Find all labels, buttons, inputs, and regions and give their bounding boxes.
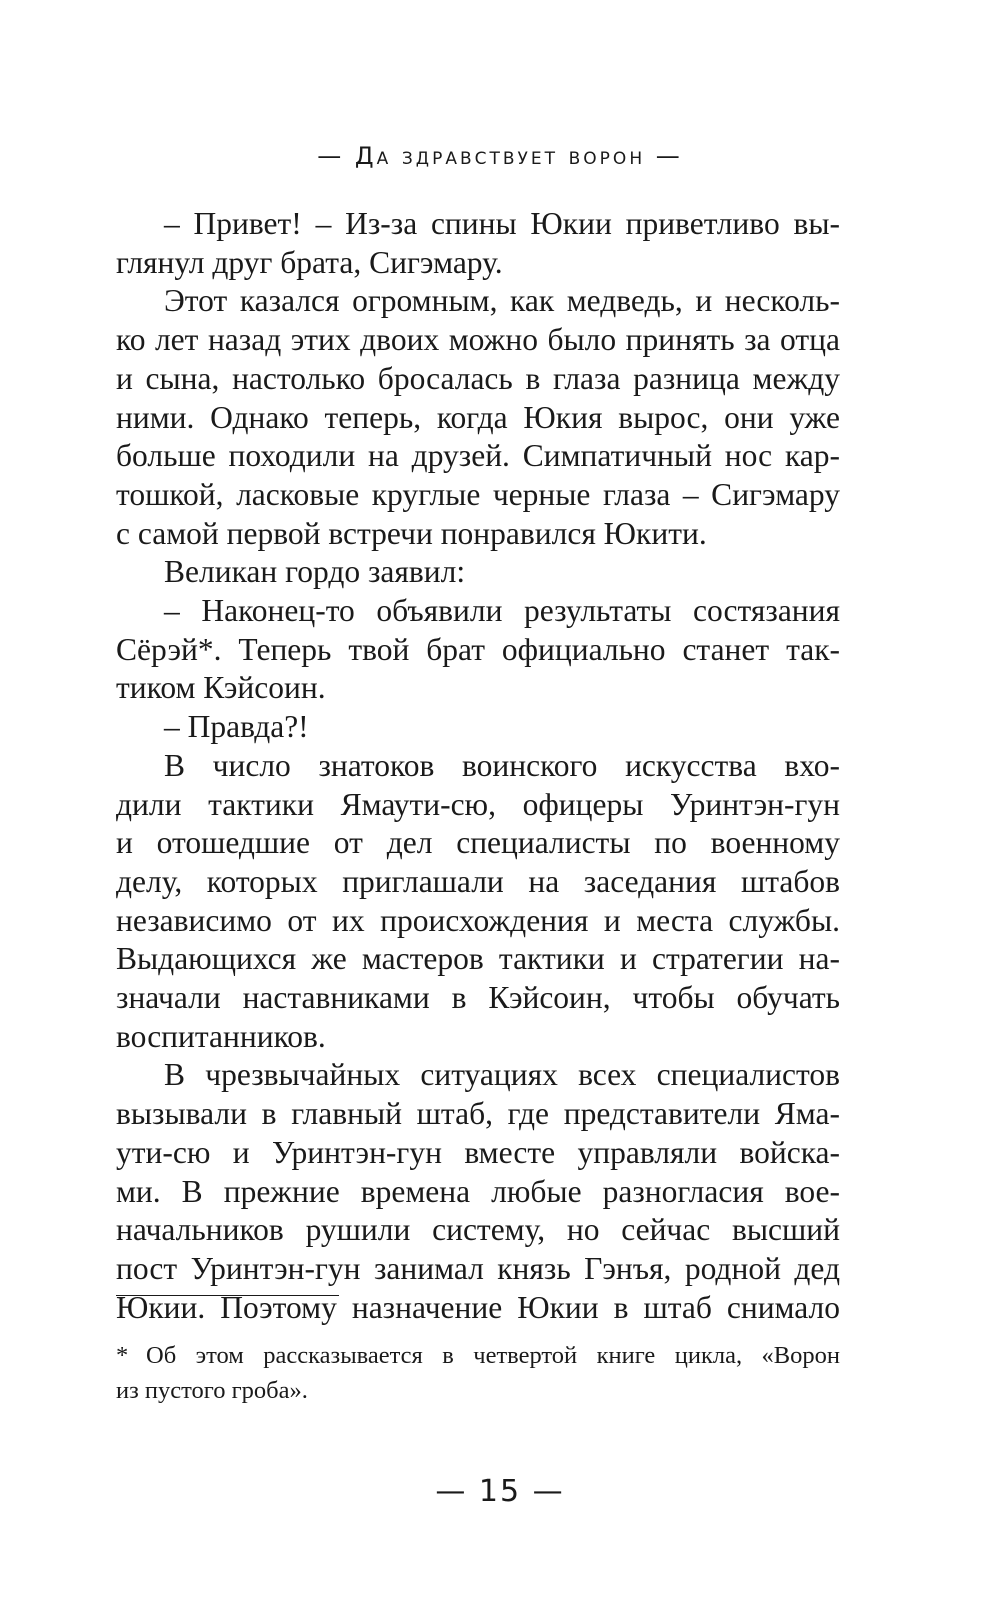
text-line: и отошедшие от дел специалисты по военному	[116, 825, 840, 861]
footnote-divider	[116, 1295, 339, 1296]
text-line: ути-сю и Уринтэн-гун вместе управляли войска-	[116, 1134, 840, 1170]
text-line: делу, которых приглашали на заседания штабов	[116, 863, 840, 899]
text-line: больше походили на друзей. Симпатичный нос кар-	[116, 438, 840, 474]
text-line: Юкии. Поэтому назначение Юкии в штаб снимало	[116, 1289, 840, 1325]
footnote-line: из пустого гроба».	[116, 1377, 308, 1404]
text-line: Этот казался огромным, как медведь, и несколь-	[164, 283, 840, 319]
text-line: и сына, настолько бросалась в глаза разница между	[116, 360, 840, 396]
text-line: тошкой, ласковые круглые черные глаза – Сигэмару	[116, 476, 840, 512]
text-line: дили тактики Ямаути-сю, офицеры Уринтэн-гун	[116, 786, 840, 822]
text-line: ними. Однако теперь, когда Юкия вырос, они уже	[116, 399, 840, 435]
footnote	[116, 1338, 840, 1408]
text-line: с самой первой встречи понравился Юкити.	[116, 515, 707, 551]
text-line: значали наставниками в Кэйсоин, чтобы обучать	[116, 980, 840, 1016]
text-line: – Правда?!	[164, 709, 309, 745]
text-line: начальников рушили систему, но сейчас высший	[116, 1212, 840, 1248]
text-line: пост Уринтэн-гун занимал князь Гэнъя, родной дед	[116, 1250, 840, 1286]
body-text	[116, 205, 840, 1327]
running-title: — Да здравствует ворон —	[317, 142, 683, 170]
text-line: тиком Кэйсоин.	[116, 670, 326, 706]
text-line: вызывали в главный штаб, где представители Яма-	[116, 1096, 840, 1132]
text-line: Сёрэй*. Теперь твой брат официально станет так-	[116, 631, 840, 667]
page-number: — 15 —	[435, 1474, 565, 1509]
text-line: Великан гордо заявил:	[164, 554, 466, 590]
text-line: В чрезвычайных ситуациях всех специалистов	[164, 1057, 840, 1093]
text-line: Выдающихся же мастеров тактики и стратегии на-	[116, 941, 840, 977]
text-line: ко лет назад этих двоих можно было принять за отца	[116, 322, 840, 358]
footnote-line	[116, 1338, 840, 1373]
text-line: – Привет! – Из-за спины Юкии приветливо вы-	[164, 206, 840, 241]
footnote-text-1: Об этом рассказывается в четвертой книге цикла, «Ворон	[146, 1342, 840, 1369]
text-line: В число знатоков воинского искусства вхо-	[164, 747, 840, 783]
footnote-marker: *	[116, 1342, 129, 1369]
text-line: ми. В прежние времена любые разногласия вое-	[116, 1173, 840, 1209]
text-line: – Наконец-то объявили результаты состязания	[164, 593, 840, 629]
text-line: глянул друг брата, Сигэмару.	[116, 244, 503, 280]
text-line: воспитанников.	[116, 1018, 326, 1054]
text-line: независимо от их происхождения и места службы.	[116, 902, 840, 938]
